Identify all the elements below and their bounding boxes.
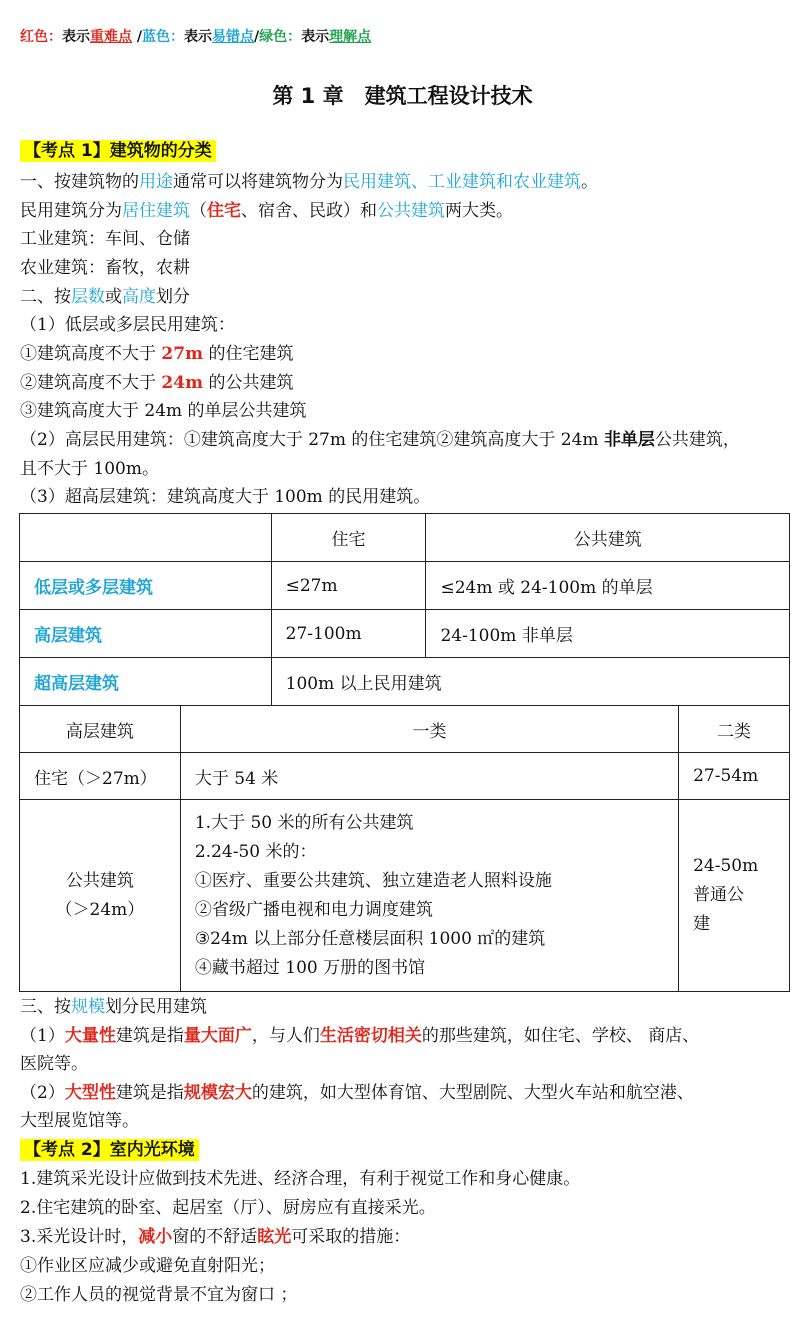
- para-line: ①作业区应减少或避免直射阳光；: [20, 1256, 275, 1276]
- para-line: （1）低层或多层民用建筑：: [20, 315, 235, 335]
- table-row: 高层建筑 27-100m 24-100m 非单层: [20, 610, 790, 658]
- table-row: 超高层建筑 100m 以上民用建筑: [20, 658, 790, 706]
- para-line: 民用建筑分为居住建筑（住宅、宿舍、民政）和公共建筑两大类。: [20, 201, 513, 221]
- para-line: 1.建筑采光设计应做到技术先进、经济合理，有利于视觉工作和身心健康。: [20, 1169, 581, 1189]
- public-building-criteria: 1.大于 50 米的所有公共建筑 2.24-50 米的： ①医疗、重要公共建筑、独立建造老人照料设施 ②省级广播电视和电力调度建筑 ③24m 以上部分任意楼层面积 1000 ㎡的建筑 ④藏书超过 100 万册的图书馆: [180, 800, 678, 992]
- para-line: 工业建筑：车间、仓储: [20, 229, 190, 249]
- para-line: ③建筑高度大于 24m 的单层公共建筑: [20, 401, 307, 421]
- para-line: 三、按规模划分民用建筑: [20, 997, 207, 1017]
- para-line: 大型展览馆等。: [20, 1111, 139, 1131]
- para-line: 一、按建筑物的用途通常可以将建筑物分为民用建筑、工业建筑和农业建筑。: [20, 172, 598, 192]
- high-rise-class-table: [19, 705, 790, 992]
- height-classification-table: [19, 513, 790, 706]
- para-line: （2）高层民用建筑：①建筑高度大于 27m 的住宅建筑②建筑高度大于 24m 非单层公共建筑，: [20, 430, 740, 450]
- table-row: 住宅 公共建筑: [20, 514, 790, 562]
- table-row: 住宅（＞27m） 大于 54 米 27-54m: [20, 753, 790, 800]
- para-line: 农业建筑：畜牧，农耕: [20, 258, 190, 278]
- para-line: 医院等。: [20, 1054, 88, 1074]
- para-line: 且不大于 100m。: [20, 459, 159, 479]
- para-line: （1）大量性建筑是指量大面广，与人们生活密切相关的那些建筑，如住宅、学校、 商店、: [20, 1026, 700, 1046]
- section-heading-kd1: 【考点 1】建筑物的分类: [20, 139, 216, 163]
- para-line: 2.住宅建筑的卧室、起居室（厅）、厨房应有直接采光。: [20, 1198, 436, 1218]
- para-line: （2）大型性建筑是指规模宏大的建筑，如大型体育馆、大型剧院、大型火车站和航空港、: [20, 1083, 694, 1103]
- table-row: 高层建筑 一类 二类: [20, 706, 790, 753]
- table-row: 低层或多层建筑 ≤27m ≤24m 或 24-100m 的单层: [20, 562, 790, 610]
- para-line: ②工作人员的视觉背景不宜为窗口 ；: [20, 1285, 298, 1305]
- para-line: 二、按层数或高度划分: [20, 287, 190, 307]
- table-row: 公共建筑 （＞24m） 1.大于 50 米的所有公共建筑 2.24-50 米的： ①医疗、重要公共建筑、独立建造老人照料设施 ②省级广播电视和电力调度建筑 ③24m 以上部分任意楼层面积 1000 ㎡的建筑 ④藏书超过 100 万册的图书馆 24-50m 普通公 建: [20, 800, 790, 992]
- para-line: （3）超高层建筑：建筑高度大于 100m 的民用建筑。: [20, 487, 431, 507]
- para-line: ②建筑高度不大于 24m 的公共建筑: [20, 373, 294, 393]
- para-line: ①建筑高度不大于 27m 的住宅建筑: [20, 344, 294, 364]
- section-heading-kd2: 【考点 2】室内光环境: [20, 1138, 199, 1162]
- color-legend: 红色：表示重难点 /蓝色：表示易错点/绿色：表示理解点: [20, 29, 372, 45]
- para-line: 3.采光设计时，减小窗的不舒适眩光可采取的措施：: [20, 1227, 411, 1247]
- chapter-title: 第 1 章 建筑工程设计技术: [272, 84, 533, 108]
